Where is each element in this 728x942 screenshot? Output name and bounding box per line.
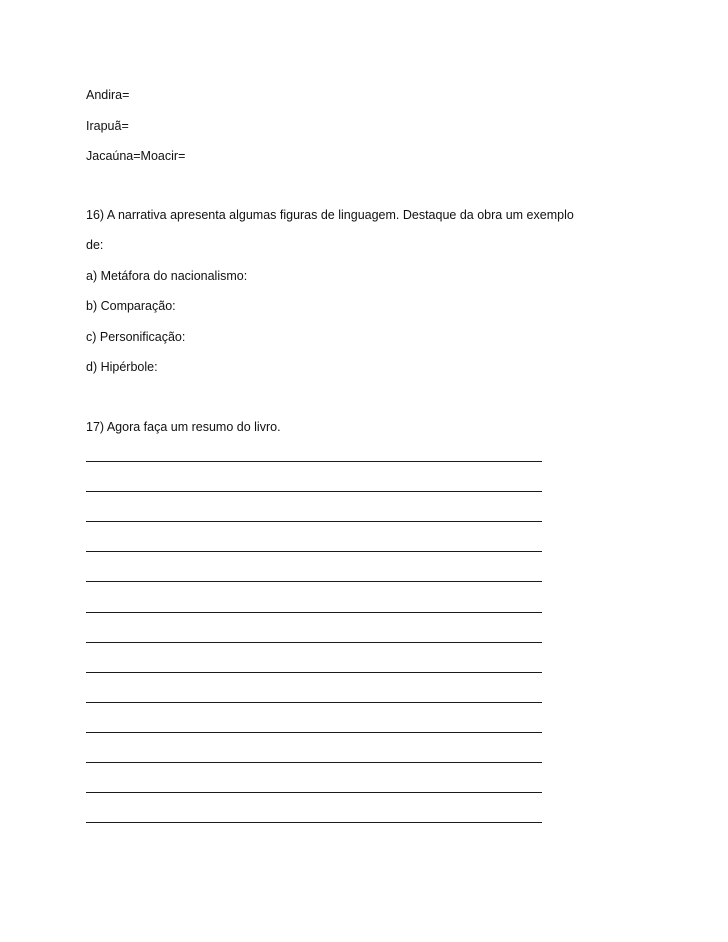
question-16-item-d: d) Hipérbole:	[86, 360, 158, 374]
answer-line	[86, 642, 542, 643]
question-16-item-a: a) Metáfora do nacionalismo:	[86, 269, 248, 283]
question-16-item-c: c) Personificação:	[86, 330, 186, 344]
answer-line	[86, 732, 542, 733]
answer-line	[86, 792, 542, 793]
answer-line	[86, 612, 542, 613]
name-irapua: Irapuã=	[86, 119, 129, 133]
question-16-prompt-line-1: 16) A narrativa apresenta algumas figuras de linguagem. Destaque da obra um exemplo	[86, 208, 574, 222]
answer-line	[86, 581, 542, 582]
name-jacauna-moacir: Jacaúna=Moacir=	[86, 149, 186, 163]
answer-line	[86, 551, 542, 552]
question-16-item-b: b) Comparação:	[86, 299, 176, 313]
answer-line	[86, 762, 542, 763]
answer-line	[86, 491, 542, 492]
answer-line	[86, 521, 542, 522]
answer-line	[86, 461, 542, 462]
answer-line	[86, 672, 542, 673]
answer-line	[86, 822, 542, 823]
question-17-prompt: 17) Agora faça um resumo do livro.	[86, 420, 281, 434]
question-16-prompt-line-2: de:	[86, 238, 104, 252]
answer-line	[86, 702, 542, 703]
name-andira: Andira=	[86, 88, 130, 102]
